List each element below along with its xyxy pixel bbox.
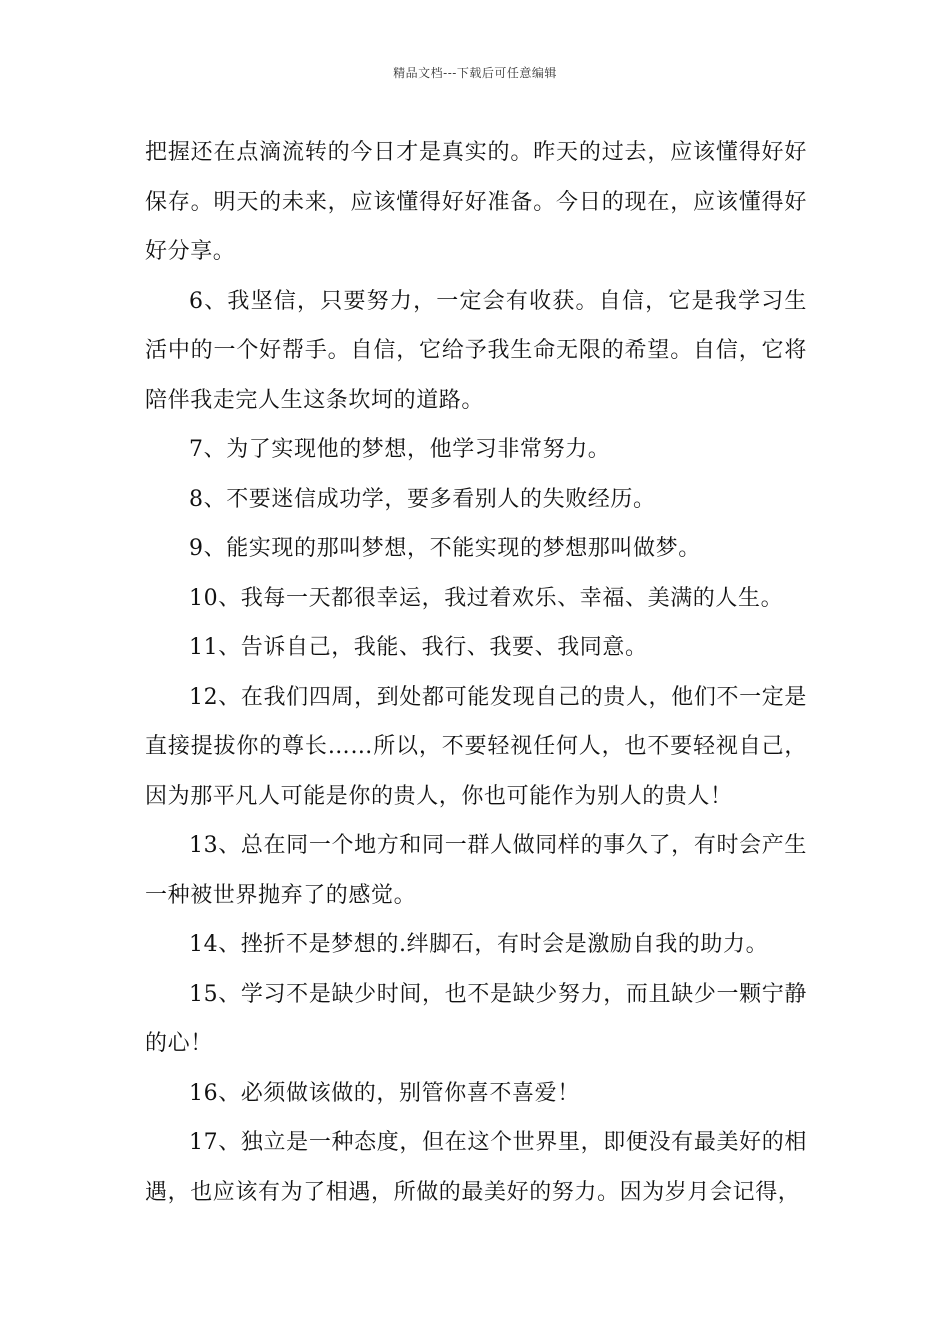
paragraph-item-8: 8、不要迷信成功学，要多看别人的失败经历。 [189,486,656,512]
paragraph-item-12: 12、在我们四周，到处都可能发现自己的贵人，他们不一定是直接提拔你的尊长……所以，不要轻视任何人，也不要轻视自己，因为那平凡人可能是你的贵人，你也可能作为别人的贵人！ [145,684,807,809]
paragraph-item-10: 10、我每一天都很幸运，我过着欢乐、幸福、美满的人生。 [189,585,784,611]
paragraph-item-14: 14、挫折不是梦想的.绊脚石，有时会是激励自我的助力。 [189,932,769,957]
paragraph-item-15: 15、学习不是缺少时间，也不是缺少努力，而且缺少一颗宁静的心！ [145,981,807,1056]
paragraph-item-13: 13、总在同一个地方和同一群人做同样的事久了，有时会产生一种被世界抛弃了的感觉。 [145,833,807,908]
paragraph-item-17: 17、独立是一种态度，但在这个世界里，即便没有最美好的相遇，也应该有为了相遇，所做的最美好的努力。因为岁月会记得， [145,1130,807,1205]
paragraph-item-11: 11、告诉自己，我能、我行、我要、我同意。 [189,635,648,660]
paragraph-item-16: 16、必须做该做的，别管你喜不喜爱！ [189,1080,580,1106]
document-body [145,128,807,1217]
paragraph-item-9: 9、能实现的那叫梦想，不能实现的梦想那叫做梦。 [189,536,701,561]
paragraph-continuation: 把握还在点滴流转的今日才是真实的。昨天的过去，应该懂得好好保存。明天的未来，应该懂得好好准备。今日的现在，应该懂得好好分享。 [145,140,807,264]
paragraph-item-6: 6、我坚信，只要努力，一定会有收获。自信，它是我学习生活中的一个好帮手。自信，它给予我生命无限的希望。自信，它将陪伴我走完人生这条坎坷的道路。 [145,288,807,413]
paragraph-item-7: 7、为了实现他的梦想，他学习非常努力。 [189,437,611,462]
page-header: 精品文档---下载后可任意编辑 [393,66,557,80]
